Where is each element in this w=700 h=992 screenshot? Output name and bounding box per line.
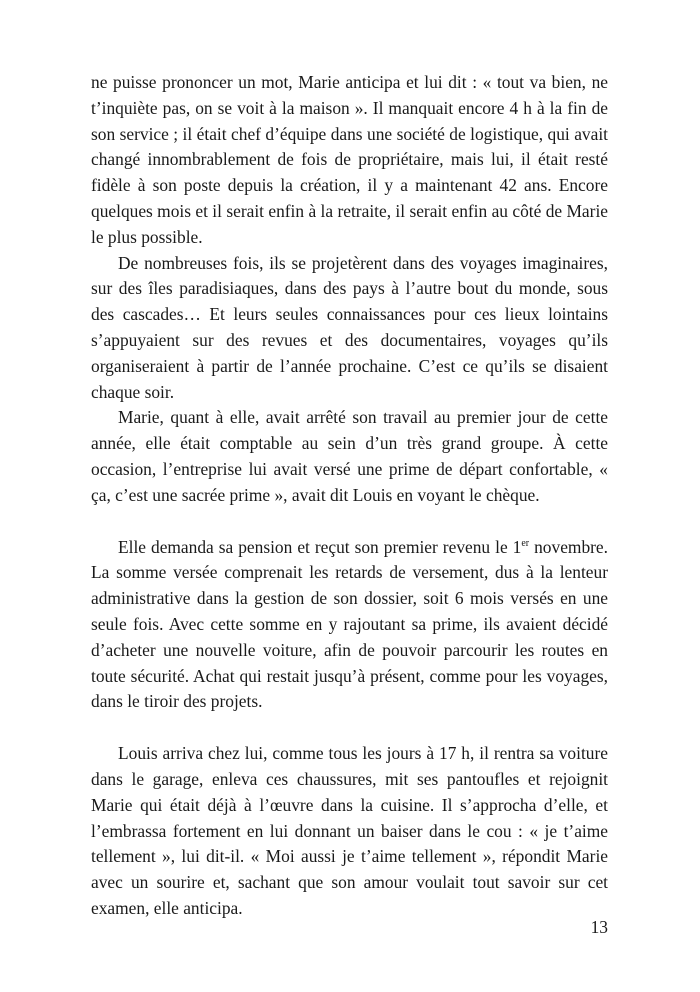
paragraph-4 <box>91 535 608 716</box>
paragraph-3: Marie, quant à elle, avait arrêté son travail au premier jour de cette année, elle était comptable au sein d’un très grand groupe. À cette occasion, l’entreprise lui avait versé une prime de départ confortable, « ça, c’est une sacrée prime », avait dit Louis en voyant le chèque. <box>91 407 608 505</box>
paragraph-4-rest: novembre. La somme versée comprenait les retards de versement, dus à la lenteur administrative dans la gestion de son dossier, soit 6 mois versés en une seule fois. Avec cette somme en y rajoutant sa prime, ils avaient décidé d’acheter une nouvelle voiture, afin de pouvoir parcourir les routes en toute sécurité. Achat qui restait jusqu’à présent, comme pour les voyages, dans le tiroir des projets. <box>91 536 608 712</box>
paragraph-1: ne puisse prononcer un mot, Marie anticipa et lui dit : « tout va bien, ne t’inquiète pas, on se voit à la maison ». Il manquait encore 4 h à la fin de son service ; il était chef d’équipe dans une société de logistique, qui avait changé innombrablement de fois de propriétaire, mais lui, il était resté fidèle à son poste depuis la création, il y a maintenant 42 ans. Encore quelques mois et il serait enfin à la retraite, il serait enfin au côté de Marie le plus possible. <box>91 72 608 247</box>
paragraph-5: Louis arriva chez lui, comme tous les jours à 17 h, il rentra sa voiture dans le garage, enleva ces chaussures, mit ses pantoufles et rejoignit Marie qui était déjà à l’œuvre dans la cuisine. Il s’approcha d’elle, et l’embrassa fortement en lui donnant un baiser dans le cou : « je t’aime tellement », lui dit-il. « Moi aussi je t’aime tellement », répondit Marie avec un sourire et, sachant que son amour voulait tout savoir sur cet examen, elle anticipa. <box>91 743 608 918</box>
ordinal-superscript: er <box>521 537 530 549</box>
page-number: 13 <box>590 917 608 937</box>
paragraph-4-start: Elle demanda sa pension et reçut son premier revenu le 1 <box>118 536 522 557</box>
page-body <box>91 70 608 922</box>
paragraph-2: De nombreuses fois, ils se projetèrent dans des voyages imaginaires, sur des îles paradisiaques, dans des pays à l’autre bout du monde, sous des cascades… Et leurs seules connaissances pour ces lieux lointains s’appuyaient sur des revues et des documentaires, voyages qu’ils organiseraient à partir de l’année prochaine. C’est ce qu’ils se disaient chaque soir. <box>91 252 608 402</box>
